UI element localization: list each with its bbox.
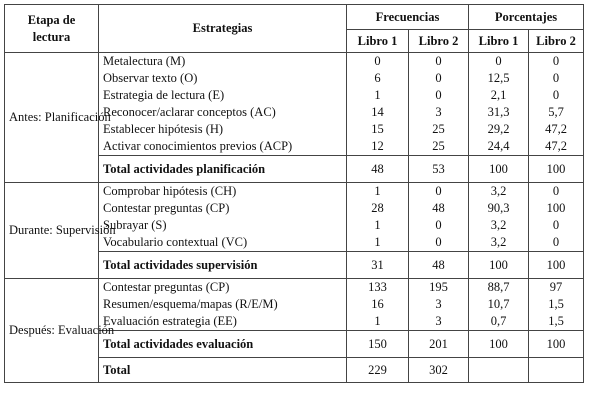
stage-label: Durante: Supervisión: [5, 183, 99, 279]
total-f1: 31: [347, 252, 409, 279]
strategy-list: [99, 53, 347, 156]
cell-f1: 1: [374, 314, 381, 328]
cell-f2: 195: [429, 280, 448, 294]
cell-f2: 0: [435, 218, 442, 232]
header-strategies: Estrategias: [99, 5, 347, 53]
group-supervision: [5, 183, 584, 252]
cell-f2: 25: [432, 122, 445, 136]
total-p2: 100: [529, 252, 584, 279]
total-p2: 100: [529, 156, 584, 183]
header-frequencies: Frecuencias: [347, 5, 469, 30]
cell-f2: 25: [432, 139, 445, 153]
pct1-list: [469, 279, 529, 331]
strategy-name: Estrategia de lectura (E): [103, 88, 225, 102]
total-p1: 100: [469, 156, 529, 183]
total-label: Total actividades planificación: [99, 156, 347, 183]
header-pct-libro2: Libro 2: [529, 30, 584, 53]
cell-f2: 48: [432, 201, 445, 215]
group-evaluacion: [5, 279, 584, 331]
strategy-name: Resumen/esquema/mapas (R/E/M): [103, 297, 278, 311]
cell-p2: 100: [546, 201, 566, 215]
total-f1: 150: [347, 331, 409, 358]
strategy-list: [99, 279, 347, 331]
cell-p1: 24,4: [487, 139, 510, 153]
cell-p2: 0: [552, 218, 560, 232]
pct1-list: [469, 53, 529, 156]
strategy-name: Observar texto (O): [103, 71, 198, 85]
cell-f1: 1: [374, 88, 381, 102]
total-p1: 100: [469, 331, 529, 358]
cell-f2: 0: [435, 71, 442, 85]
cell-p2: 0: [552, 54, 560, 68]
strategy-name: Contestar preguntas (CP): [103, 280, 230, 294]
header-pct-libro1: Libro 1: [469, 30, 529, 53]
freq2-list: [409, 183, 469, 252]
grand-total-p1: [469, 358, 529, 383]
strategy-list: [99, 183, 347, 252]
cell-p1: 90,3: [487, 201, 510, 215]
cell-p1: 3,2: [490, 235, 507, 249]
pct2-list: [529, 279, 584, 331]
cell-p1: 31,3: [487, 105, 510, 119]
cell-f1: 133: [368, 280, 387, 294]
grand-total-f2: 302: [409, 358, 469, 383]
cell-p1: 10,7: [487, 297, 510, 311]
cell-p1: 0,7: [490, 314, 507, 328]
header-freq-libro2: Libro 2: [409, 30, 469, 53]
cell-p1: 3,2: [490, 218, 507, 232]
total-f2: 201: [409, 331, 469, 358]
cell-p2: 0: [552, 184, 560, 198]
strategy-name: Contestar preguntas (CP): [103, 201, 230, 215]
freq2-list: [409, 53, 469, 156]
cell-p2: 47,2: [545, 139, 567, 153]
group-planificacion: [5, 53, 584, 156]
freq1-list: [347, 279, 409, 331]
cell-p2: 0: [552, 71, 560, 85]
header-stage: Etapa de lectura: [5, 5, 99, 53]
pct2-list: [529, 183, 584, 252]
cell-f1: 1: [374, 235, 381, 249]
cell-f2: 0: [435, 54, 442, 68]
cell-f1: 15: [371, 122, 384, 136]
total-p2: 100: [529, 331, 584, 358]
strategy-name: Comprobar hipótesis (CH): [103, 184, 237, 198]
total-f2: 53: [409, 156, 469, 183]
cell-f1: 1: [374, 184, 381, 198]
cell-f2: 3: [435, 314, 442, 328]
strategy-name: Vocabulario contextual (VC): [103, 235, 248, 249]
header-percentages: Porcentajes: [469, 5, 584, 30]
header-freq-libro1: Libro 1: [347, 30, 409, 53]
cell-p1: 3,2: [490, 184, 507, 198]
pct2-list: [529, 53, 584, 156]
cell-p1: 12,5: [487, 71, 510, 85]
cell-f1: 14: [371, 105, 384, 119]
cell-p2: 97: [549, 280, 563, 294]
cell-f2: 3: [435, 297, 442, 311]
cell-p2: 1,5: [548, 297, 564, 311]
total-f1: 48: [347, 156, 409, 183]
grand-total-f1: 229: [347, 358, 409, 383]
strategy-name: Evaluación estrategia (EE): [103, 314, 237, 328]
strategy-name: Activar conocimientos previos (ACP): [103, 139, 293, 153]
total-label: Total actividades evaluación: [99, 331, 347, 358]
cell-p1: 2,1: [490, 88, 507, 102]
cell-f2: 3: [435, 105, 442, 119]
pct1-list: [469, 183, 529, 252]
cell-p1: 29,2: [487, 122, 510, 136]
cell-f1: 16: [371, 297, 384, 311]
grand-total-label: Total: [99, 358, 347, 383]
cell-f1: 12: [371, 139, 384, 153]
freq2-list: [409, 279, 469, 331]
strategy-name: Reconocer/aclarar conceptos (AC): [103, 105, 276, 119]
total-p1: 100: [469, 252, 529, 279]
total-f2: 48: [409, 252, 469, 279]
strategies-table: [4, 4, 584, 383]
strategy-name: Metalectura (M): [103, 54, 186, 68]
cell-p2: 0: [552, 88, 560, 102]
total-label: Total actividades supervisión: [99, 252, 347, 279]
strategy-name: Subrayar (S): [103, 218, 167, 232]
cell-p2: 5,7: [548, 105, 564, 119]
cell-f1: 28: [371, 201, 384, 215]
cell-p2: 1,5: [548, 314, 564, 328]
strategy-name: Establecer hipótesis (H): [103, 122, 224, 136]
cell-f2: 0: [435, 88, 442, 102]
cell-p1: 0: [495, 54, 502, 68]
cell-f2: 0: [435, 184, 442, 198]
cell-p2: 0: [552, 235, 560, 249]
freq1-list: [347, 53, 409, 156]
stage-label: Antes: Planificación: [5, 53, 99, 183]
freq1-list: [347, 183, 409, 252]
cell-f2: 0: [435, 235, 442, 249]
cell-f1: 1: [374, 218, 381, 232]
grand-total-p2: [529, 358, 584, 383]
cell-p1: 88,7: [487, 280, 510, 294]
cell-p2: 47,2: [545, 122, 567, 136]
cell-f1: 6: [374, 71, 381, 85]
cell-f1: 0: [374, 54, 381, 68]
stage-label: Después: Evaluación: [5, 279, 99, 383]
